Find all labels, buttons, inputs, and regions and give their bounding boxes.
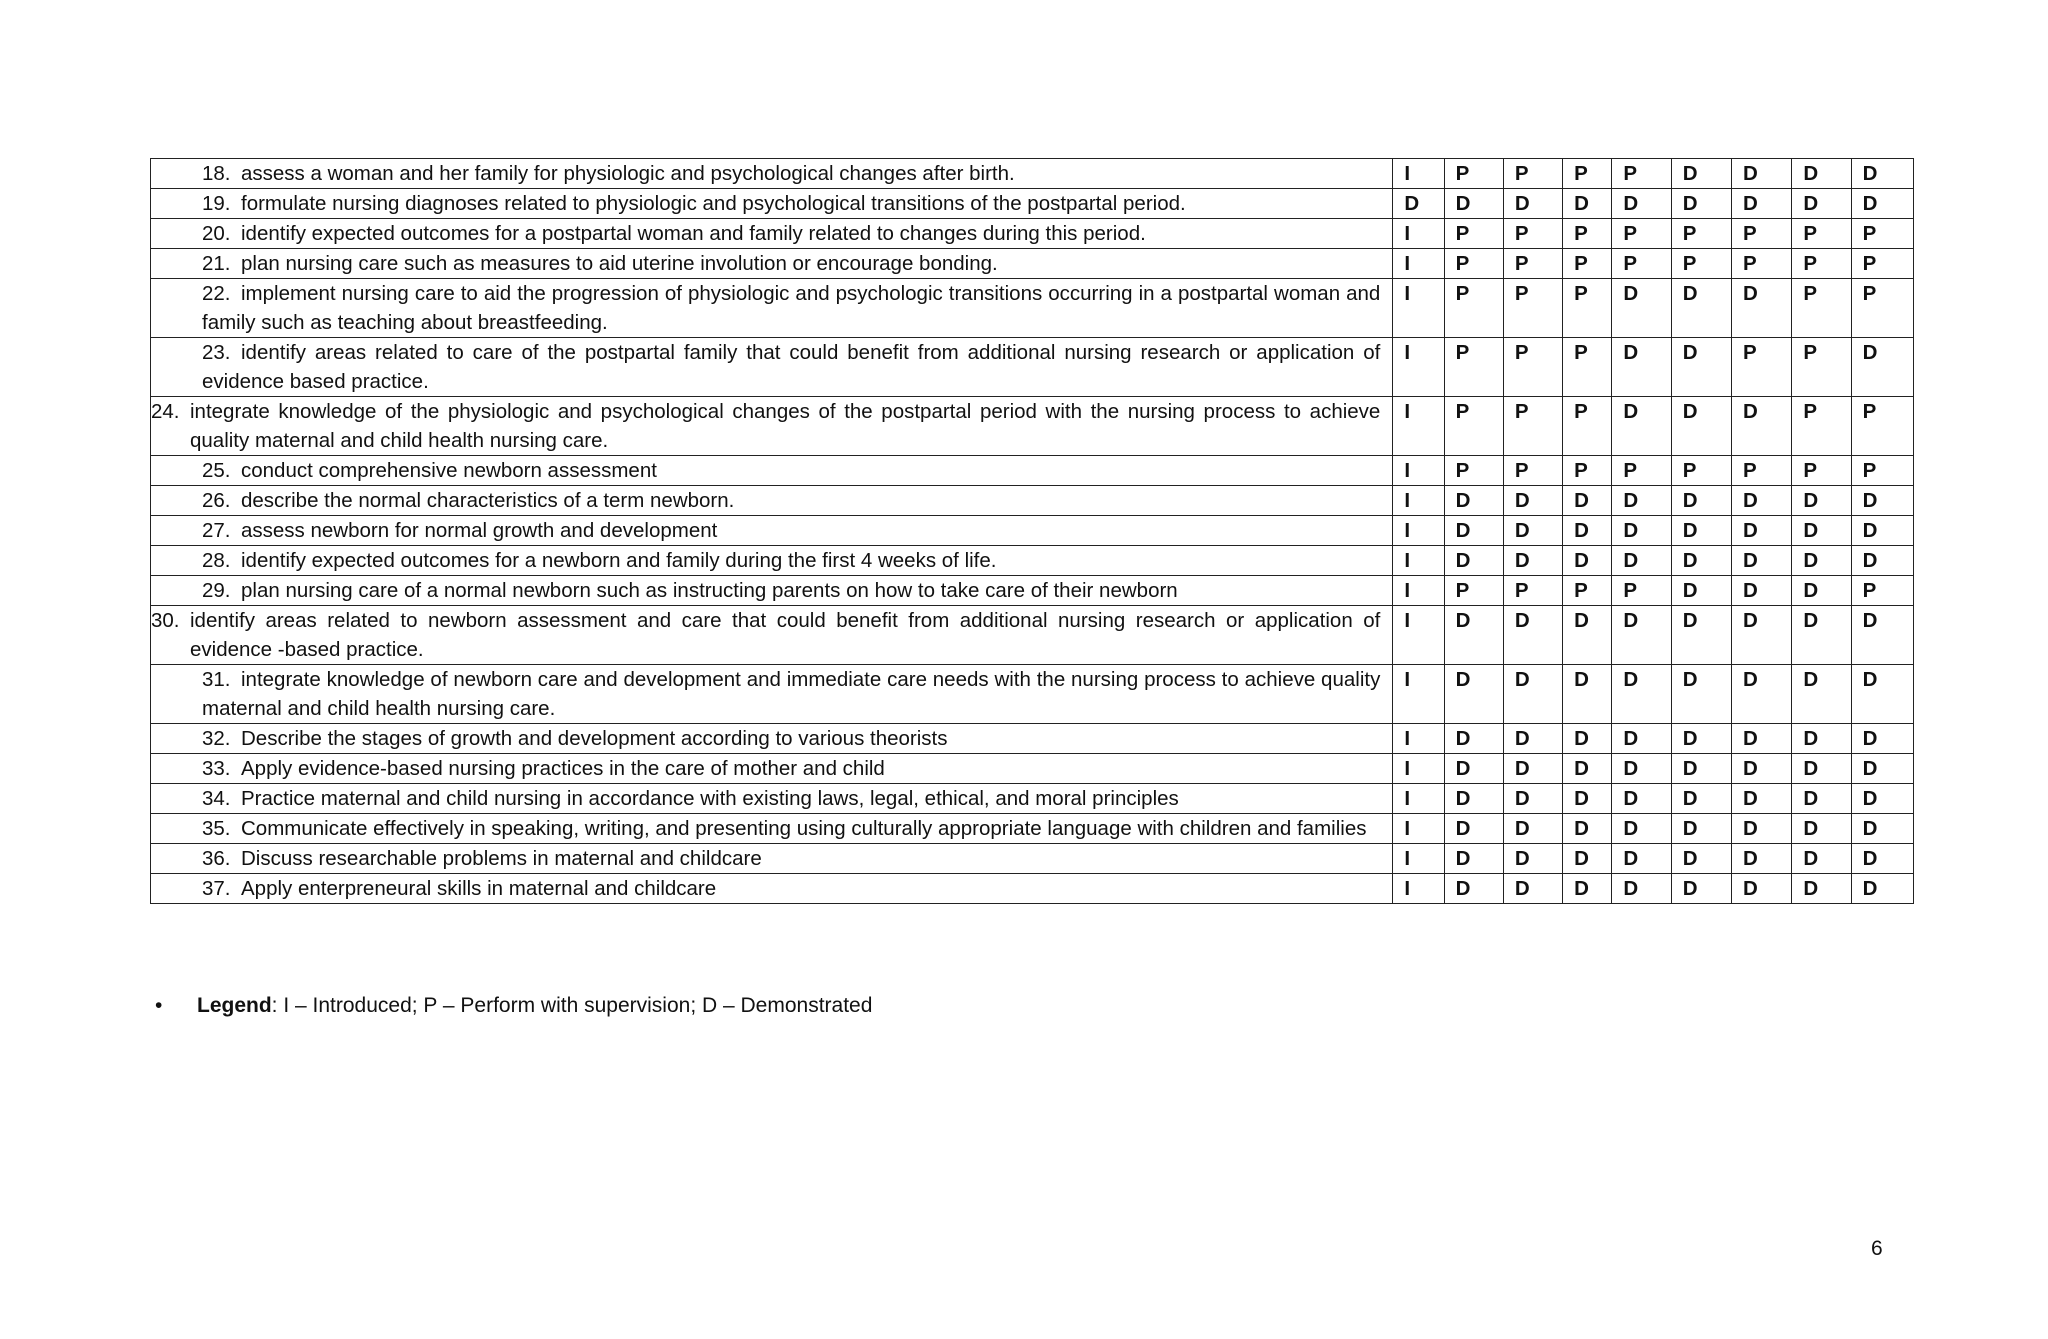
outcome-text: integrate knowledge of newborn care and development and immediate care needs with the nursing process to achieve quality maternal and child health nursing care.	[202, 668, 1381, 720]
level-code-cell: D	[1444, 486, 1503, 516]
table-row	[151, 397, 1914, 456]
outcome-number: 22.	[202, 282, 231, 305]
level-code-cell: D	[1503, 516, 1562, 546]
outcome-number: 28.	[202, 549, 231, 572]
level-code-cell: D	[1671, 814, 1731, 844]
level-code-cell: D	[1671, 546, 1731, 576]
outcome-number: 30.	[151, 609, 180, 632]
outcome-description	[151, 724, 1393, 754]
level-code-cell: I	[1393, 279, 1444, 338]
outcome-text: assess newborn for normal growth and development	[241, 519, 718, 542]
level-code-cell: D	[1444, 814, 1503, 844]
outcome-text: formulate nursing diagnoses related to physiologic and psychological transitions of the postpartal period.	[241, 192, 1186, 215]
level-code-cell: P	[1503, 456, 1562, 486]
level-code-cell: P	[1444, 576, 1503, 606]
level-code-cell: D	[1671, 874, 1731, 904]
table-row	[151, 874, 1914, 904]
level-code-cell: I	[1393, 397, 1444, 456]
level-code-cell: I	[1393, 486, 1444, 516]
level-code-cell: D	[1612, 189, 1671, 219]
level-code-cell: P	[1444, 279, 1503, 338]
outcome-description	[151, 814, 1393, 844]
level-code-cell: P	[1671, 219, 1731, 249]
level-code-cell: D	[1792, 516, 1851, 546]
level-code-cell: P	[1444, 397, 1503, 456]
table-row	[151, 844, 1914, 874]
level-code-cell: D	[1792, 606, 1851, 665]
table-row	[151, 159, 1914, 189]
level-code-cell: D	[1792, 665, 1851, 724]
bullet-icon: •	[155, 994, 163, 1017]
table-row	[151, 784, 1914, 814]
level-code-cell: D	[1503, 754, 1562, 784]
table-row	[151, 189, 1914, 219]
outcome-number: 37.	[202, 877, 231, 900]
level-code-cell: P	[1792, 279, 1851, 338]
outcome-text: integrate knowledge of the physiologic and psychological changes of the postpartal period with the nursing process to achieve quality maternal and child health nursing care.	[190, 400, 1381, 452]
level-code-cell: P	[1503, 279, 1562, 338]
table-row	[151, 754, 1914, 784]
level-code-cell: D	[1851, 606, 1913, 665]
level-code-cell: D	[1612, 724, 1671, 754]
level-code-cell: D	[1393, 189, 1444, 219]
outcome-description	[151, 576, 1393, 606]
table-row	[151, 456, 1914, 486]
level-code-cell: D	[1563, 516, 1612, 546]
level-code-cell: D	[1732, 279, 1792, 338]
outcome-number: 21.	[202, 252, 231, 275]
level-code-cell: P	[1563, 338, 1612, 397]
outcome-text: Communicate effectively in speaking, writing, and presenting using culturally appropriate language with children and families	[241, 817, 1367, 840]
level-code-cell: D	[1851, 546, 1913, 576]
outcome-description	[151, 397, 1393, 456]
level-code-cell: I	[1393, 249, 1444, 279]
level-code-cell: D	[1503, 189, 1562, 219]
level-code-cell: P	[1563, 456, 1612, 486]
level-code-cell: I	[1393, 784, 1444, 814]
level-code-cell: D	[1732, 724, 1792, 754]
level-code-cell: D	[1792, 754, 1851, 784]
table-row	[151, 279, 1914, 338]
outcome-number: 34.	[202, 787, 231, 810]
level-code-cell: P	[1792, 456, 1851, 486]
level-code-cell: I	[1393, 546, 1444, 576]
level-code-cell: P	[1563, 159, 1612, 189]
level-code-cell: P	[1732, 249, 1792, 279]
level-code-cell: D	[1792, 874, 1851, 904]
level-code-cell: D	[1563, 724, 1612, 754]
outcome-description	[151, 486, 1393, 516]
level-code-cell: D	[1563, 784, 1612, 814]
table-body	[151, 159, 1914, 904]
level-code-cell: P	[1792, 397, 1851, 456]
level-code-cell: P	[1563, 279, 1612, 338]
outcome-description	[151, 516, 1393, 546]
level-code-cell: D	[1612, 486, 1671, 516]
level-code-cell: D	[1851, 784, 1913, 814]
level-code-cell: D	[1444, 606, 1503, 665]
outcome-description	[151, 784, 1393, 814]
level-code-cell: D	[1851, 844, 1913, 874]
table-row	[151, 606, 1914, 665]
level-code-cell: D	[1732, 546, 1792, 576]
level-code-cell: D	[1503, 724, 1562, 754]
table-row	[151, 516, 1914, 546]
level-code-cell: D	[1732, 844, 1792, 874]
table-row	[151, 724, 1914, 754]
level-code-cell: D	[1563, 606, 1612, 665]
level-code-cell: P	[1444, 338, 1503, 397]
legend-label: Legend	[197, 994, 272, 1017]
level-code-cell: D	[1671, 338, 1731, 397]
level-code-cell: D	[1612, 874, 1671, 904]
level-code-cell: D	[1612, 665, 1671, 724]
level-code-cell: P	[1671, 456, 1731, 486]
legend-text: : I – Introduced; P – Perform with supervision; D – Demonstrated	[271, 994, 873, 1017]
level-code-cell: D	[1444, 724, 1503, 754]
level-code-cell: P	[1792, 249, 1851, 279]
outcome-description	[151, 279, 1393, 338]
level-code-cell: I	[1393, 338, 1444, 397]
level-code-cell: P	[1671, 249, 1731, 279]
level-code-cell: I	[1393, 665, 1444, 724]
level-code-cell: P	[1851, 249, 1913, 279]
level-code-cell: D	[1671, 784, 1731, 814]
level-code-cell: D	[1612, 814, 1671, 844]
level-code-cell: P	[1792, 219, 1851, 249]
level-code-cell: D	[1851, 159, 1913, 189]
level-code-cell: D	[1732, 874, 1792, 904]
level-code-cell: D	[1732, 606, 1792, 665]
level-code-cell: P	[1732, 219, 1792, 249]
level-code-cell: D	[1671, 576, 1731, 606]
outcome-number: 18.	[202, 162, 231, 185]
level-code-cell: D	[1671, 486, 1731, 516]
level-code-cell: I	[1393, 219, 1444, 249]
table-row	[151, 338, 1914, 397]
level-code-cell: D	[1792, 159, 1851, 189]
level-code-cell: D	[1503, 665, 1562, 724]
level-code-cell: D	[1732, 397, 1792, 456]
level-code-cell: D	[1732, 784, 1792, 814]
level-code-cell: D	[1563, 844, 1612, 874]
level-code-cell: D	[1851, 754, 1913, 784]
outcome-number: 36.	[202, 847, 231, 870]
outcome-text: Apply enterpreneural skills in maternal and childcare	[241, 877, 717, 900]
level-code-cell: D	[1792, 486, 1851, 516]
outcome-description	[151, 844, 1393, 874]
level-code-cell: P	[1444, 456, 1503, 486]
level-code-cell: D	[1503, 814, 1562, 844]
level-code-cell: I	[1393, 814, 1444, 844]
level-code-cell: D	[1671, 844, 1731, 874]
outcome-number: 35.	[202, 817, 231, 840]
outcome-text: describe the normal characteristics of a term newborn.	[241, 489, 735, 512]
level-code-cell: D	[1792, 784, 1851, 814]
level-code-cell: D	[1563, 189, 1612, 219]
level-code-cell: P	[1612, 249, 1671, 279]
outcome-text: plan nursing care such as measures to aid uterine involution or encourage bonding.	[241, 252, 998, 275]
outcome-text: implement nursing care to aid the progression of physiologic and psychologic transitions occurring in a postpartal woman and family such as teaching about breastfeeding.	[202, 282, 1381, 334]
level-code-cell: D	[1612, 606, 1671, 665]
level-code-cell: D	[1612, 516, 1671, 546]
level-code-cell: D	[1612, 279, 1671, 338]
outcome-text: identify expected outcomes for a postpartal woman and family related to changes during this period.	[241, 222, 1146, 245]
level-code-cell: D	[1444, 874, 1503, 904]
level-code-cell: P	[1612, 219, 1671, 249]
level-code-cell: D	[1503, 606, 1562, 665]
level-code-cell: P	[1563, 397, 1612, 456]
level-code-cell: D	[1851, 516, 1913, 546]
level-code-cell: D	[1851, 814, 1913, 844]
outcome-text: identify areas related to newborn assessment and care that could benefit from additional nursing research or application of evidence -based practice.	[190, 609, 1381, 661]
level-code-cell: P	[1503, 159, 1562, 189]
level-code-cell: P	[1612, 456, 1671, 486]
outcome-description	[151, 754, 1393, 784]
level-code-cell: D	[1612, 784, 1671, 814]
level-code-cell: D	[1732, 665, 1792, 724]
level-code-cell: P	[1851, 456, 1913, 486]
level-code-cell: D	[1732, 189, 1792, 219]
outcome-number: 24.	[151, 400, 180, 423]
level-code-cell: D	[1444, 665, 1503, 724]
outcome-number: 23.	[202, 341, 231, 364]
outcome-number: 31.	[202, 668, 231, 691]
outcome-text: identify areas related to care of the postpartal family that could benefit from additional nursing research or application of evidence based practice.	[202, 341, 1381, 393]
level-code-cell: I	[1393, 606, 1444, 665]
level-code-cell: D	[1503, 546, 1562, 576]
table-row	[151, 665, 1914, 724]
level-code-cell: P	[1851, 397, 1913, 456]
level-code-cell: I	[1393, 456, 1444, 486]
level-code-cell: D	[1732, 814, 1792, 844]
level-code-cell: I	[1393, 874, 1444, 904]
outcome-description	[151, 159, 1393, 189]
level-code-cell: P	[1503, 397, 1562, 456]
level-code-cell: D	[1792, 844, 1851, 874]
outcome-text: assess a woman and her family for physiologic and psychological changes after birth.	[241, 162, 1015, 185]
level-code-cell: D	[1563, 665, 1612, 724]
outcome-description	[151, 665, 1393, 724]
level-code-cell: D	[1671, 724, 1731, 754]
level-code-cell: D	[1563, 486, 1612, 516]
table-row	[151, 486, 1914, 516]
level-code-cell: D	[1671, 754, 1731, 784]
outcome-text: identify expected outcomes for a newborn and family during the first 4 weeks of life.	[241, 549, 997, 572]
level-code-cell: P	[1732, 456, 1792, 486]
level-code-cell: P	[1444, 159, 1503, 189]
level-code-cell: I	[1393, 159, 1444, 189]
level-code-cell: D	[1732, 486, 1792, 516]
outcome-number: 26.	[202, 489, 231, 512]
outcome-number: 29.	[202, 579, 231, 602]
level-code-cell: D	[1563, 546, 1612, 576]
outcome-text: Apply evidence-based nursing practices in the care of mother and child	[241, 757, 885, 780]
level-code-cell: D	[1612, 844, 1671, 874]
level-code-cell: D	[1851, 874, 1913, 904]
outcome-description	[151, 606, 1393, 665]
level-code-cell: D	[1612, 546, 1671, 576]
table-row	[151, 249, 1914, 279]
outcome-description	[151, 456, 1393, 486]
outcome-text: conduct comprehensive newborn assessment	[241, 459, 657, 482]
level-code-cell: D	[1612, 754, 1671, 784]
outcome-text: plan nursing care of a normal newborn such as instructing parents on how to take care of their newborn	[241, 579, 1178, 602]
level-code-cell: P	[1503, 338, 1562, 397]
level-code-cell: P	[1563, 249, 1612, 279]
outcome-number: 27.	[202, 519, 231, 542]
level-code-cell: D	[1792, 814, 1851, 844]
level-code-cell: D	[1444, 784, 1503, 814]
table-row	[151, 219, 1914, 249]
level-code-cell: P	[1444, 219, 1503, 249]
level-code-cell: D	[1563, 874, 1612, 904]
level-code-cell: D	[1851, 486, 1913, 516]
outcome-number: 20.	[202, 222, 231, 245]
level-code-cell: P	[1563, 576, 1612, 606]
legend	[155, 991, 872, 1021]
outcome-text: Discuss researchable problems in maternal and childcare	[241, 847, 762, 870]
level-code-cell: D	[1612, 397, 1671, 456]
page-number: 6	[1871, 1237, 1883, 1260]
level-code-cell: P	[1612, 159, 1671, 189]
level-code-cell: D	[1503, 486, 1562, 516]
level-code-cell: P	[1732, 338, 1792, 397]
level-code-cell: P	[1503, 576, 1562, 606]
level-code-cell: D	[1563, 754, 1612, 784]
level-code-cell: I	[1393, 576, 1444, 606]
level-code-cell: I	[1393, 754, 1444, 784]
level-code-cell: D	[1444, 754, 1503, 784]
legend-item	[155, 991, 872, 1021]
level-code-cell: D	[1503, 784, 1562, 814]
level-code-cell: D	[1851, 338, 1913, 397]
level-code-cell: D	[1671, 159, 1731, 189]
level-code-cell: P	[1563, 219, 1612, 249]
level-code-cell: D	[1671, 279, 1731, 338]
outcome-description	[151, 219, 1393, 249]
level-code-cell: D	[1732, 576, 1792, 606]
table-row	[151, 814, 1914, 844]
level-code-cell: P	[1851, 576, 1913, 606]
level-code-cell: D	[1851, 724, 1913, 754]
level-code-cell: D	[1851, 189, 1913, 219]
level-code-cell: D	[1444, 189, 1503, 219]
level-code-cell: D	[1444, 546, 1503, 576]
level-code-cell: D	[1792, 189, 1851, 219]
outcome-description	[151, 249, 1393, 279]
level-code-cell: D	[1732, 159, 1792, 189]
level-code-cell: D	[1671, 397, 1731, 456]
level-code-cell: P	[1503, 249, 1562, 279]
outcome-description	[151, 338, 1393, 397]
level-code-cell: I	[1393, 516, 1444, 546]
level-code-cell: D	[1444, 844, 1503, 874]
outcome-description	[151, 546, 1393, 576]
level-code-cell: D	[1671, 606, 1731, 665]
level-code-cell: P	[1792, 338, 1851, 397]
outcome-number: 19.	[202, 192, 231, 215]
level-code-cell: P	[1851, 279, 1913, 338]
outcome-number: 32.	[202, 727, 231, 750]
level-code-cell: D	[1612, 338, 1671, 397]
level-code-cell: D	[1563, 814, 1612, 844]
outcome-description	[151, 189, 1393, 219]
level-code-cell: I	[1393, 724, 1444, 754]
level-code-cell: D	[1503, 874, 1562, 904]
table-row	[151, 576, 1914, 606]
level-code-cell: D	[1444, 516, 1503, 546]
level-code-cell: D	[1792, 724, 1851, 754]
table-row	[151, 546, 1914, 576]
outcomes-table	[150, 158, 1914, 904]
level-code-cell: P	[1851, 219, 1913, 249]
outcome-text: Practice maternal and child nursing in accordance with existing laws, legal, ethical, and moral principles	[241, 787, 1179, 810]
level-code-cell: P	[1612, 576, 1671, 606]
level-code-cell: D	[1732, 516, 1792, 546]
outcome-number: 33.	[202, 757, 231, 780]
level-code-cell: D	[1792, 546, 1851, 576]
level-code-cell: P	[1444, 249, 1503, 279]
level-code-cell: D	[1671, 665, 1731, 724]
level-code-cell: I	[1393, 844, 1444, 874]
outcome-description	[151, 874, 1393, 904]
level-code-cell: D	[1851, 665, 1913, 724]
outcome-number: 25.	[202, 459, 231, 482]
level-code-cell: D	[1792, 576, 1851, 606]
level-code-cell: D	[1671, 516, 1731, 546]
outcome-text: Describe the stages of growth and development according to various theorists	[241, 727, 948, 750]
level-code-cell: D	[1503, 844, 1562, 874]
level-code-cell: P	[1503, 219, 1562, 249]
level-code-cell: D	[1671, 189, 1731, 219]
level-code-cell: D	[1732, 754, 1792, 784]
